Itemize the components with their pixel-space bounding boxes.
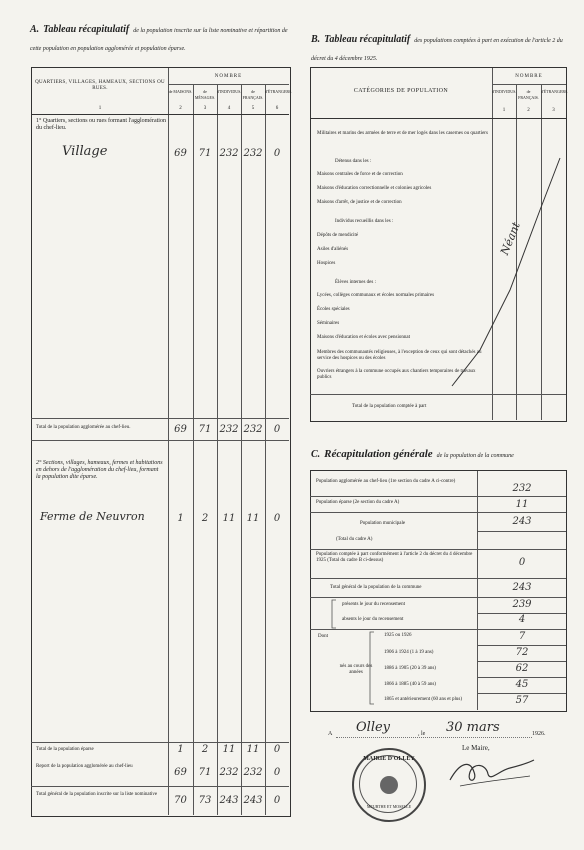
- mairie-stamp: MAIRIE D'OLLEY MEURTHE ET MOSELLE: [352, 748, 426, 822]
- part2-heading: 2° Sections, villages, hameaux, fermes et habitations en dehors de l'agglomération du chef-lieu, formant la population dite éparse.: [36, 460, 163, 480]
- footer-date: 30 mars: [446, 720, 500, 735]
- report-label: Report de la population agglomérée au chef-lieu: [36, 764, 133, 769]
- section-a-header: [30, 19, 288, 55]
- section-b-subtitle: des populations comptées à part en exécution de l'article 2 du décret du 4 décembre 1925.: [311, 38, 563, 62]
- section-a-table: [31, 67, 291, 817]
- ferme-name: Ferme de Neuvron: [40, 510, 145, 523]
- neant-strike: [440, 150, 570, 390]
- total-agglo-label: Total de la population agglomérée au chef-lieu.: [36, 425, 131, 430]
- col-header-quartiers: QUARTIERS, VILLAGES, HAMEAUX, SECTIONS OU RUES.: [35, 80, 165, 91]
- census-form-page: A. Tableau récapitulatif de la population inscrite sur la liste nominative et répartition de cette population en population agglomérée et population éparse. QUARTIERS, VILLAGES, HAMEAUX, SECTIONS OU RUES. 1 NOMBRE de MAISONS. de MÉNAGES. d'INDIVIDUS. de FRANÇAIS. d'ÉTRANGERS. 2 3 4 5 6 1° Quartiers, sections ou rues formant l'agglomération du chef-lieu. Village 69 71 232 232 0 Total de la population agglomérée au chef-lieu. 69 71 232 232 0 2° Sections, villages, hameaux, fermes et habitations en dehors de l'agglomération du chef-lieu, formant la population dite éparse. Ferme de Neuvron 1 2 11 11 0 Total de la population éparse 1 2 11 11 0 Report de la population agglomérée au chef-lieu 69 71 232 232 0 Total général de la population inscrite sur la liste nominative 70 73 243 243 0 B. Tableau récapitulatif des populations comptées à part en exécution de l'article 2 du décret du 4 décembre 1925. CATÉGORIES DE POPULATION NOMBRE d'INDIVIDUS. de FRANÇAIS. d'ÉTRANGERS. 1 2 3 Militaires et marins des armées de terre et de mer logés dans les casernes ou quartiers Détenus dans les : Maisons centrales de force et de correction Maisons d'éducation correctionnelle et colonies agricoles Maisons d'arrêt, de justice et de correction Individus recueillis dans les : Dépôts de mendicité Asiles d'aliénés Hospices Élèves internes des : Lycées, collèges communaux et écoles normales primaires Écoles spéciales Séminaires Maisons d'éducation et écoles avec pensionnat Membres des communautés religieuses, à l'exception de ceux qui sont détachés au service des hospices ou des écoles Ouvriers étrangers à la commune occupés aux chantiers temporaires de travaux publics Total de la population comptée à part Néant C. Récapitulation générale de la population de la commune Population agglomérée au chef-lieu (1re section du cadre A ci-contre) 232 Population éparse (2e section du cadre A) 11 Population municipale 243 (Total du cadre A) Population comptée à part conformément à l'article 2 du décret du 4 décembre 1925 (Total du cadre B ci-dessus) 0 Total général de la population de la commune 243 présents le jour du recensement 239 absents le jour du recensement 4 Dont nés au cours des années 1925 ou 1926 7 1906 à 1924 (1 à 19 ans) 72 1886 à 1905 (20 à 39 ans) 62 1866 à 1885 (40 à 59 ans) 45 1865 et antérieurement (60 ans et plus) 57 A Olley , le 30 mars 1926. Le Maire, MAIRIE D'OLLEY MEURTHE ET MOSELLE: [0, 0, 584, 850]
- section-c-header: [311, 444, 573, 462]
- col-header-individus: d'INDIVIDUS.: [217, 89, 242, 94]
- c-year-1865: 57: [515, 695, 529, 706]
- part1-heading: 1° Quartiers, sections ou rues formant l'agglomération du chef-lieu.: [36, 118, 166, 131]
- village-etrangers: 0: [273, 148, 281, 159]
- footer-a-label: A: [328, 731, 333, 737]
- c-value-eparse: 11: [515, 499, 529, 510]
- b-total-label: Total de la population comptée à part: [352, 404, 427, 409]
- c-value-agglo: 232: [512, 483, 532, 494]
- section-c-letter: C.: [311, 449, 321, 460]
- section-b-header: [311, 29, 573, 65]
- section-b-title: Tableau récapitulatif: [324, 34, 411, 45]
- col-header-maisons: de MAISONS.: [168, 89, 193, 94]
- c-year-1906: 72: [515, 647, 529, 658]
- village-individus: 232: [219, 148, 239, 159]
- c-year-1925: 7: [518, 631, 526, 642]
- total-eparse-label: Total de la population éparse: [36, 747, 94, 752]
- col-header-etrangers: d'ÉTRANGERS.: [265, 89, 293, 94]
- section-a-subtitle: de la population inscrite sur la liste nominative et répartition de cette population en population agglomérée et population éparse.: [30, 28, 288, 52]
- c-braces: [328, 598, 378, 708]
- neant-text: Néant: [498, 220, 523, 257]
- mayor-signature: [440, 752, 540, 792]
- c-value-total-general: 243: [512, 582, 532, 593]
- col-header-francais: de FRANÇAIS.: [242, 89, 264, 100]
- b-row-militaires: Militaires et marins des armées de terre et de mer logés dans les casernes ou quartiers: [317, 131, 488, 136]
- village-francais: 232: [243, 148, 263, 159]
- section-c-subtitle: de la population de la commune: [436, 453, 514, 459]
- c-year-1886: 62: [515, 663, 529, 674]
- footer-year: 1926.: [532, 731, 546, 737]
- total-general-label: Total général de la population inscrite sur la liste nominative: [36, 792, 158, 797]
- village-maisons: 69: [174, 148, 187, 159]
- c-year-1866: 45: [515, 679, 529, 690]
- c-value-compte-a-part: 0: [518, 557, 526, 568]
- section-c-title: Récapitulation générale: [324, 448, 433, 460]
- col-header-nombre: NOMBRE: [214, 74, 243, 79]
- section-a-letter: A.: [30, 24, 40, 35]
- village-name: Village: [62, 144, 108, 159]
- footer-place: Olley: [356, 720, 391, 735]
- village-menages: 71: [198, 148, 212, 159]
- c-dont: Dont: [318, 634, 328, 639]
- stamp-emblem-icon: [380, 776, 398, 794]
- section-b-letter: B.: [311, 34, 321, 45]
- section-a-title: Tableau récapitulatif: [43, 24, 130, 35]
- footer-maire-label: Le Maire,: [462, 744, 490, 752]
- c-value-absents: 4: [518, 614, 526, 625]
- col-header-menages: de MÉNAGES.: [194, 89, 216, 100]
- col-header-categories: CATÉGORIES DE POPULATION: [353, 88, 449, 94]
- c-value-presents: 239: [512, 599, 532, 610]
- c-value-municipale: 243: [512, 516, 532, 527]
